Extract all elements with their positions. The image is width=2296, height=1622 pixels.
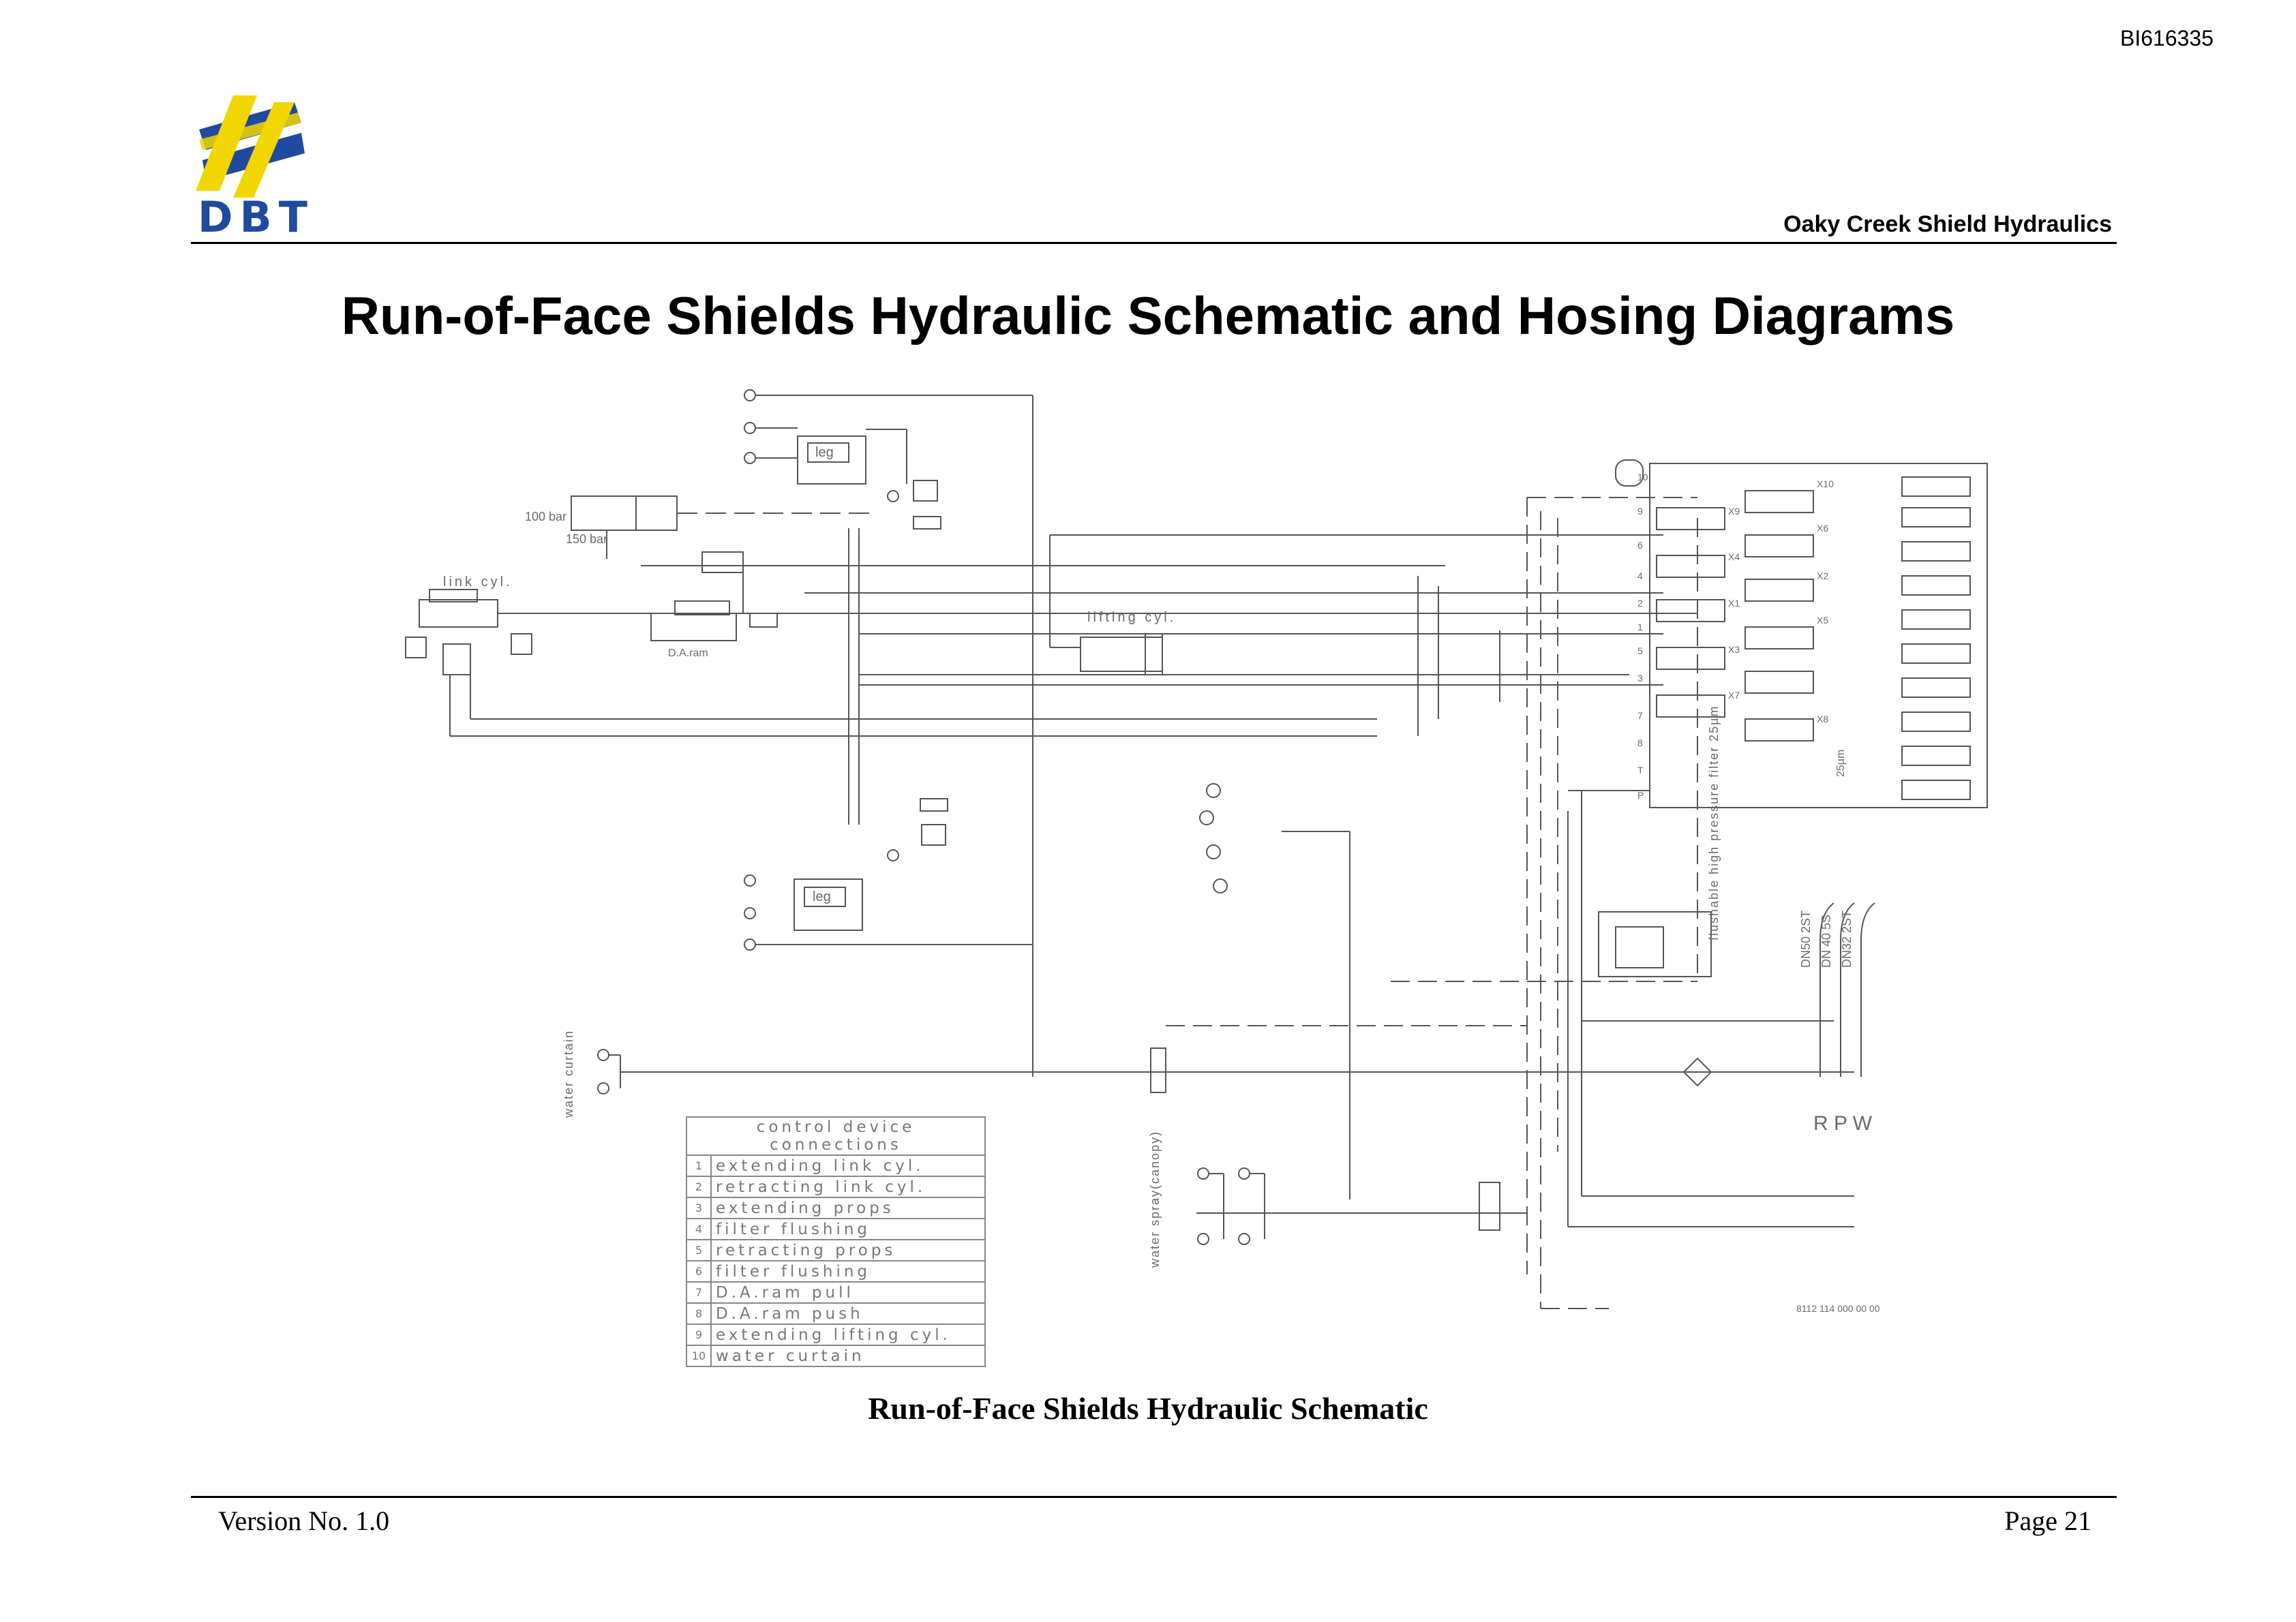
legend-label: retracting link cyl.	[711, 1176, 985, 1197]
legend-label: filter flushing	[711, 1219, 985, 1240]
label-da-ram: D.A.ram	[668, 647, 708, 659]
control-valve-block	[1616, 460, 1987, 808]
legend-row	[686, 1197, 985, 1219]
legend-label: D.A.ram pull	[711, 1282, 985, 1303]
valve-label: X8	[1817, 714, 1829, 724]
legend-number: 5	[686, 1240, 711, 1261]
link-cylinder	[406, 590, 1377, 736]
pilot-lines	[1166, 498, 1697, 1309]
valve-label: X6	[1817, 523, 1829, 534]
hose-lines	[498, 528, 1697, 825]
valve-label: X9	[1728, 506, 1740, 517]
legend-label: retracting props	[711, 1240, 985, 1261]
port-label: 8	[1637, 737, 1643, 748]
label-link-cyl: link cyl.	[443, 575, 513, 590]
legend-number: 3	[686, 1197, 711, 1219]
legend-row	[686, 1176, 985, 1197]
port-label: 3	[1637, 673, 1643, 684]
legend-row	[686, 1261, 985, 1282]
water-spray	[1196, 784, 1527, 1244]
label-leg-bottom: leg	[813, 889, 831, 904]
legend-label: D.A.ram push	[711, 1303, 985, 1324]
label-water-curtain: water curtain	[562, 1029, 575, 1118]
label-rpw: R P W	[1813, 1112, 1873, 1135]
port-label: 1	[1637, 622, 1643, 632]
legend-row	[686, 1345, 985, 1366]
control-device-legend	[686, 1116, 986, 1367]
legend-number: 4	[686, 1219, 711, 1240]
port-label: 5	[1637, 645, 1643, 656]
legend-row	[686, 1219, 985, 1240]
port-label: 10	[1637, 472, 1648, 483]
label-lifting-cyl: lifting cyl.	[1087, 610, 1177, 625]
port-label: T	[1637, 765, 1644, 776]
port-label: 6	[1637, 540, 1643, 551]
legend-number: 10	[686, 1345, 711, 1366]
da-ram	[641, 552, 1445, 641]
lifting-cylinder	[1050, 535, 1663, 675]
filter-block	[1568, 791, 1875, 1227]
header-divider	[191, 242, 2117, 244]
port-label: 4	[1637, 570, 1643, 581]
logo-text: DBT	[198, 192, 315, 242]
label-water-spray: water spray(canopy)	[1148, 1130, 1162, 1268]
page-number: Page 21	[2004, 1505, 2091, 1536]
footer-divider	[191, 1496, 2117, 1498]
port-label: 7	[1637, 710, 1643, 721]
label-leg-top: leg	[815, 445, 834, 460]
legend-row	[686, 1282, 985, 1303]
legend-number: 7	[686, 1282, 711, 1303]
legend-number: 6	[686, 1261, 711, 1282]
legend-label: extending lifting cyl.	[711, 1324, 985, 1345]
valve-label: X4	[1728, 551, 1740, 562]
label-dn50: DN50 2ST	[1799, 910, 1813, 968]
label-filter-25: 25µm	[1835, 749, 1847, 777]
leg-cylinder-top	[744, 390, 1033, 529]
valve-label: X10	[1817, 478, 1834, 489]
port-label: 2	[1637, 598, 1643, 609]
label-dn32: DN32 2ST	[1840, 910, 1854, 968]
legend-number: 1	[686, 1155, 711, 1176]
legend-label: extending link cyl.	[711, 1155, 985, 1176]
label-150-bar: 150 bar	[566, 532, 608, 546]
valve-label: X2	[1817, 570, 1829, 581]
figure-caption: Run-of-Face Shields Hydraulic Schematic	[868, 1391, 1428, 1426]
legend-label: extending props	[711, 1197, 985, 1219]
port-label: P	[1637, 790, 1644, 801]
valve-label: X7	[1728, 690, 1740, 701]
valve-label: X3	[1728, 644, 1740, 655]
legend-number: 9	[686, 1324, 711, 1345]
legend-number: 2	[686, 1176, 711, 1197]
hydraulic-schematic	[368, 382, 2004, 1356]
label-drawing-number: 8112 114 000 00 00	[1796, 1303, 1880, 1314]
label-100-bar: 100 bar	[525, 510, 567, 523]
version-number: Version No. 1.0	[218, 1505, 390, 1536]
valve-label: X1	[1728, 598, 1740, 609]
port-label: 9	[1637, 506, 1643, 517]
legend-row	[686, 1324, 985, 1345]
label-filter: flushable high pressure filter 25µm	[1707, 705, 1721, 940]
valve-label: X5	[1817, 615, 1829, 626]
page-title: Run-of-Face Shields Hydraulic Schematic and Hosing Diagrams	[341, 286, 1955, 346]
pressure-valve-block	[571, 496, 873, 559]
legend-row	[686, 1240, 985, 1261]
legend-header: control device connections	[686, 1117, 985, 1155]
water-curtain	[598, 1048, 1854, 1094]
legend-number: 8	[686, 1303, 711, 1324]
legend-label: filter flushing	[711, 1261, 985, 1282]
header-title: Oaky Creek Shield Hydraulics	[1783, 211, 2112, 237]
label-dn40: DN 40 5S	[1819, 914, 1833, 968]
document-id: BI616335	[2120, 26, 2214, 50]
legend-label: water curtain	[711, 1345, 985, 1366]
legend-row	[686, 1303, 985, 1324]
legend-row	[686, 1155, 985, 1176]
